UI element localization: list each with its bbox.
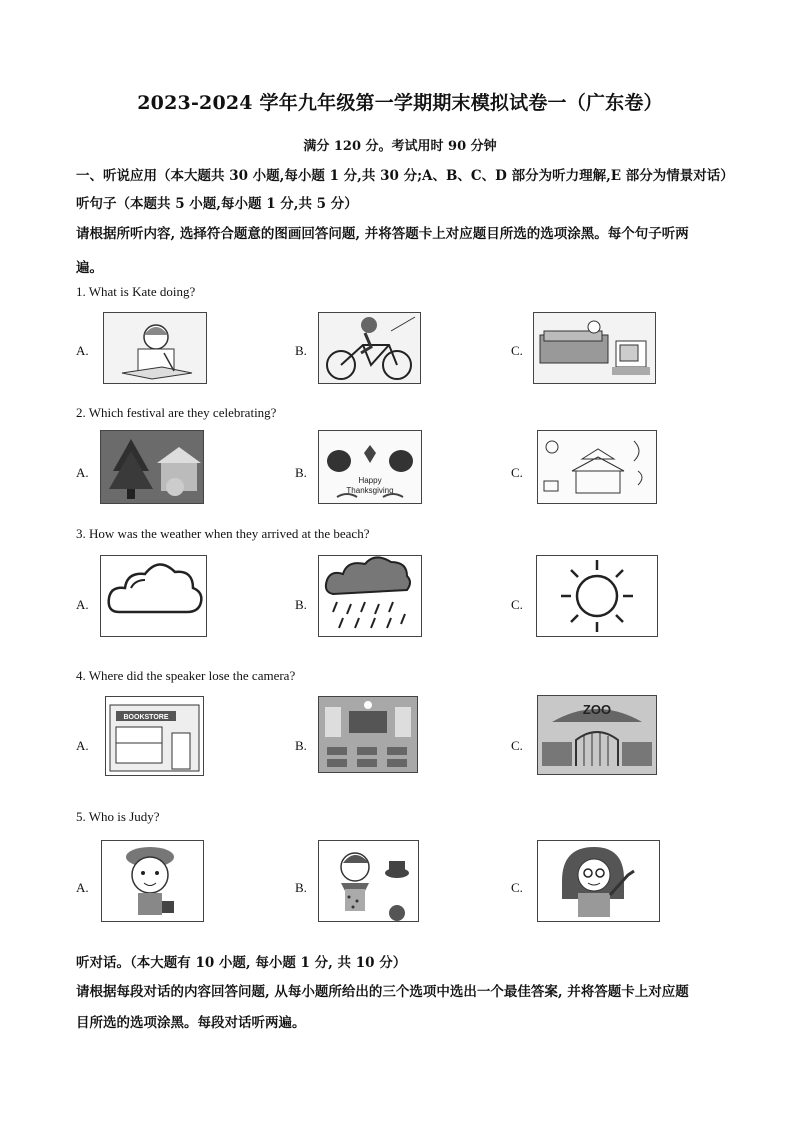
question-3: 3. How was the weather when they arrived at the beach? (76, 526, 370, 541)
question-5: 5. Who is Judy? (76, 809, 160, 824)
bookstore-image (105, 696, 204, 776)
girl-writing-image (103, 312, 207, 384)
option-label: C. (511, 343, 523, 358)
option-label: A. (76, 343, 89, 358)
option-label: A. (76, 880, 89, 895)
thanksgiving-card-image (318, 430, 422, 504)
option-label: C. (511, 465, 523, 480)
part-title: 听句子（本题共 5 小题,每小题 1 分,共 5 分） (76, 196, 358, 212)
option-label: C. (511, 880, 523, 895)
girl-watching-tv-image (533, 312, 656, 384)
card-caption-happy: Happy (358, 476, 382, 485)
girl-with-hat-image (101, 840, 204, 922)
zoo-sign: ZOO (582, 702, 612, 717)
cloudy-weather-image (100, 555, 207, 637)
instruction-text: 请根据所听内容, 选择符合题意的图画回答问题, 并将答题卡上对应题目所选的选项涂黑。每个句子听两 (76, 226, 689, 242)
instruction-text-cont: 遍。 (76, 260, 103, 276)
zoo-image (537, 695, 657, 775)
option-label: B. (295, 738, 307, 753)
dialogue-instruction: 请根据每段对话的内容回答问题, 从每小题所给出的三个选项中选出一个最佳答案, 并将答题卡上对应题 (76, 984, 689, 1000)
girl-riding-bike-image (318, 312, 421, 384)
option-label: C. (511, 738, 523, 753)
option-label: B. (295, 343, 307, 358)
part-title-dialogue: 听对话。（本大题有 10 小题, 每小题 1 分, 共 10 分） (76, 955, 407, 971)
card-caption-thanksgiving: Thanksgiving (346, 486, 394, 495)
question-2: 2. Which festival are they celebrating? (76, 405, 277, 420)
option-label: C. (511, 597, 523, 612)
option-label: B. (295, 465, 307, 480)
bookstore-sign: BOOKSTORE (123, 714, 169, 721)
girl-with-scarf-image (318, 840, 419, 922)
option-label: A. (76, 738, 89, 753)
national-day-image (537, 430, 657, 504)
sunny-weather-image (536, 555, 658, 637)
rainy-weather-image (318, 555, 422, 637)
christmas-scene-image (100, 430, 204, 504)
option-label: B. (295, 880, 307, 895)
exam-info: 满分 120 分。考试用时 90 分钟 (303, 139, 497, 154)
classroom-image (318, 696, 418, 773)
question-1: 1. What is Kate doing? (76, 284, 196, 299)
option-label: A. (76, 465, 89, 480)
section-heading: 一、听说应用（本大题共 30 小题,每小题 1 分,共 30 分;A、B、C、D 部分为听力理解,E 部分为情景对话） (76, 168, 734, 184)
option-label: B. (295, 597, 307, 612)
page-title: 2023-2024 学年九年级第一学期期末模拟试卷一（广东卷） (137, 92, 663, 114)
option-label: A. (76, 597, 89, 612)
question-4: 4. Where did the speaker lose the camera? (76, 668, 296, 683)
woman-with-glasses-image (537, 840, 660, 922)
dialogue-instruction-cont: 目所选的选项涂黑。每段对话听两遍。 (76, 1015, 306, 1031)
